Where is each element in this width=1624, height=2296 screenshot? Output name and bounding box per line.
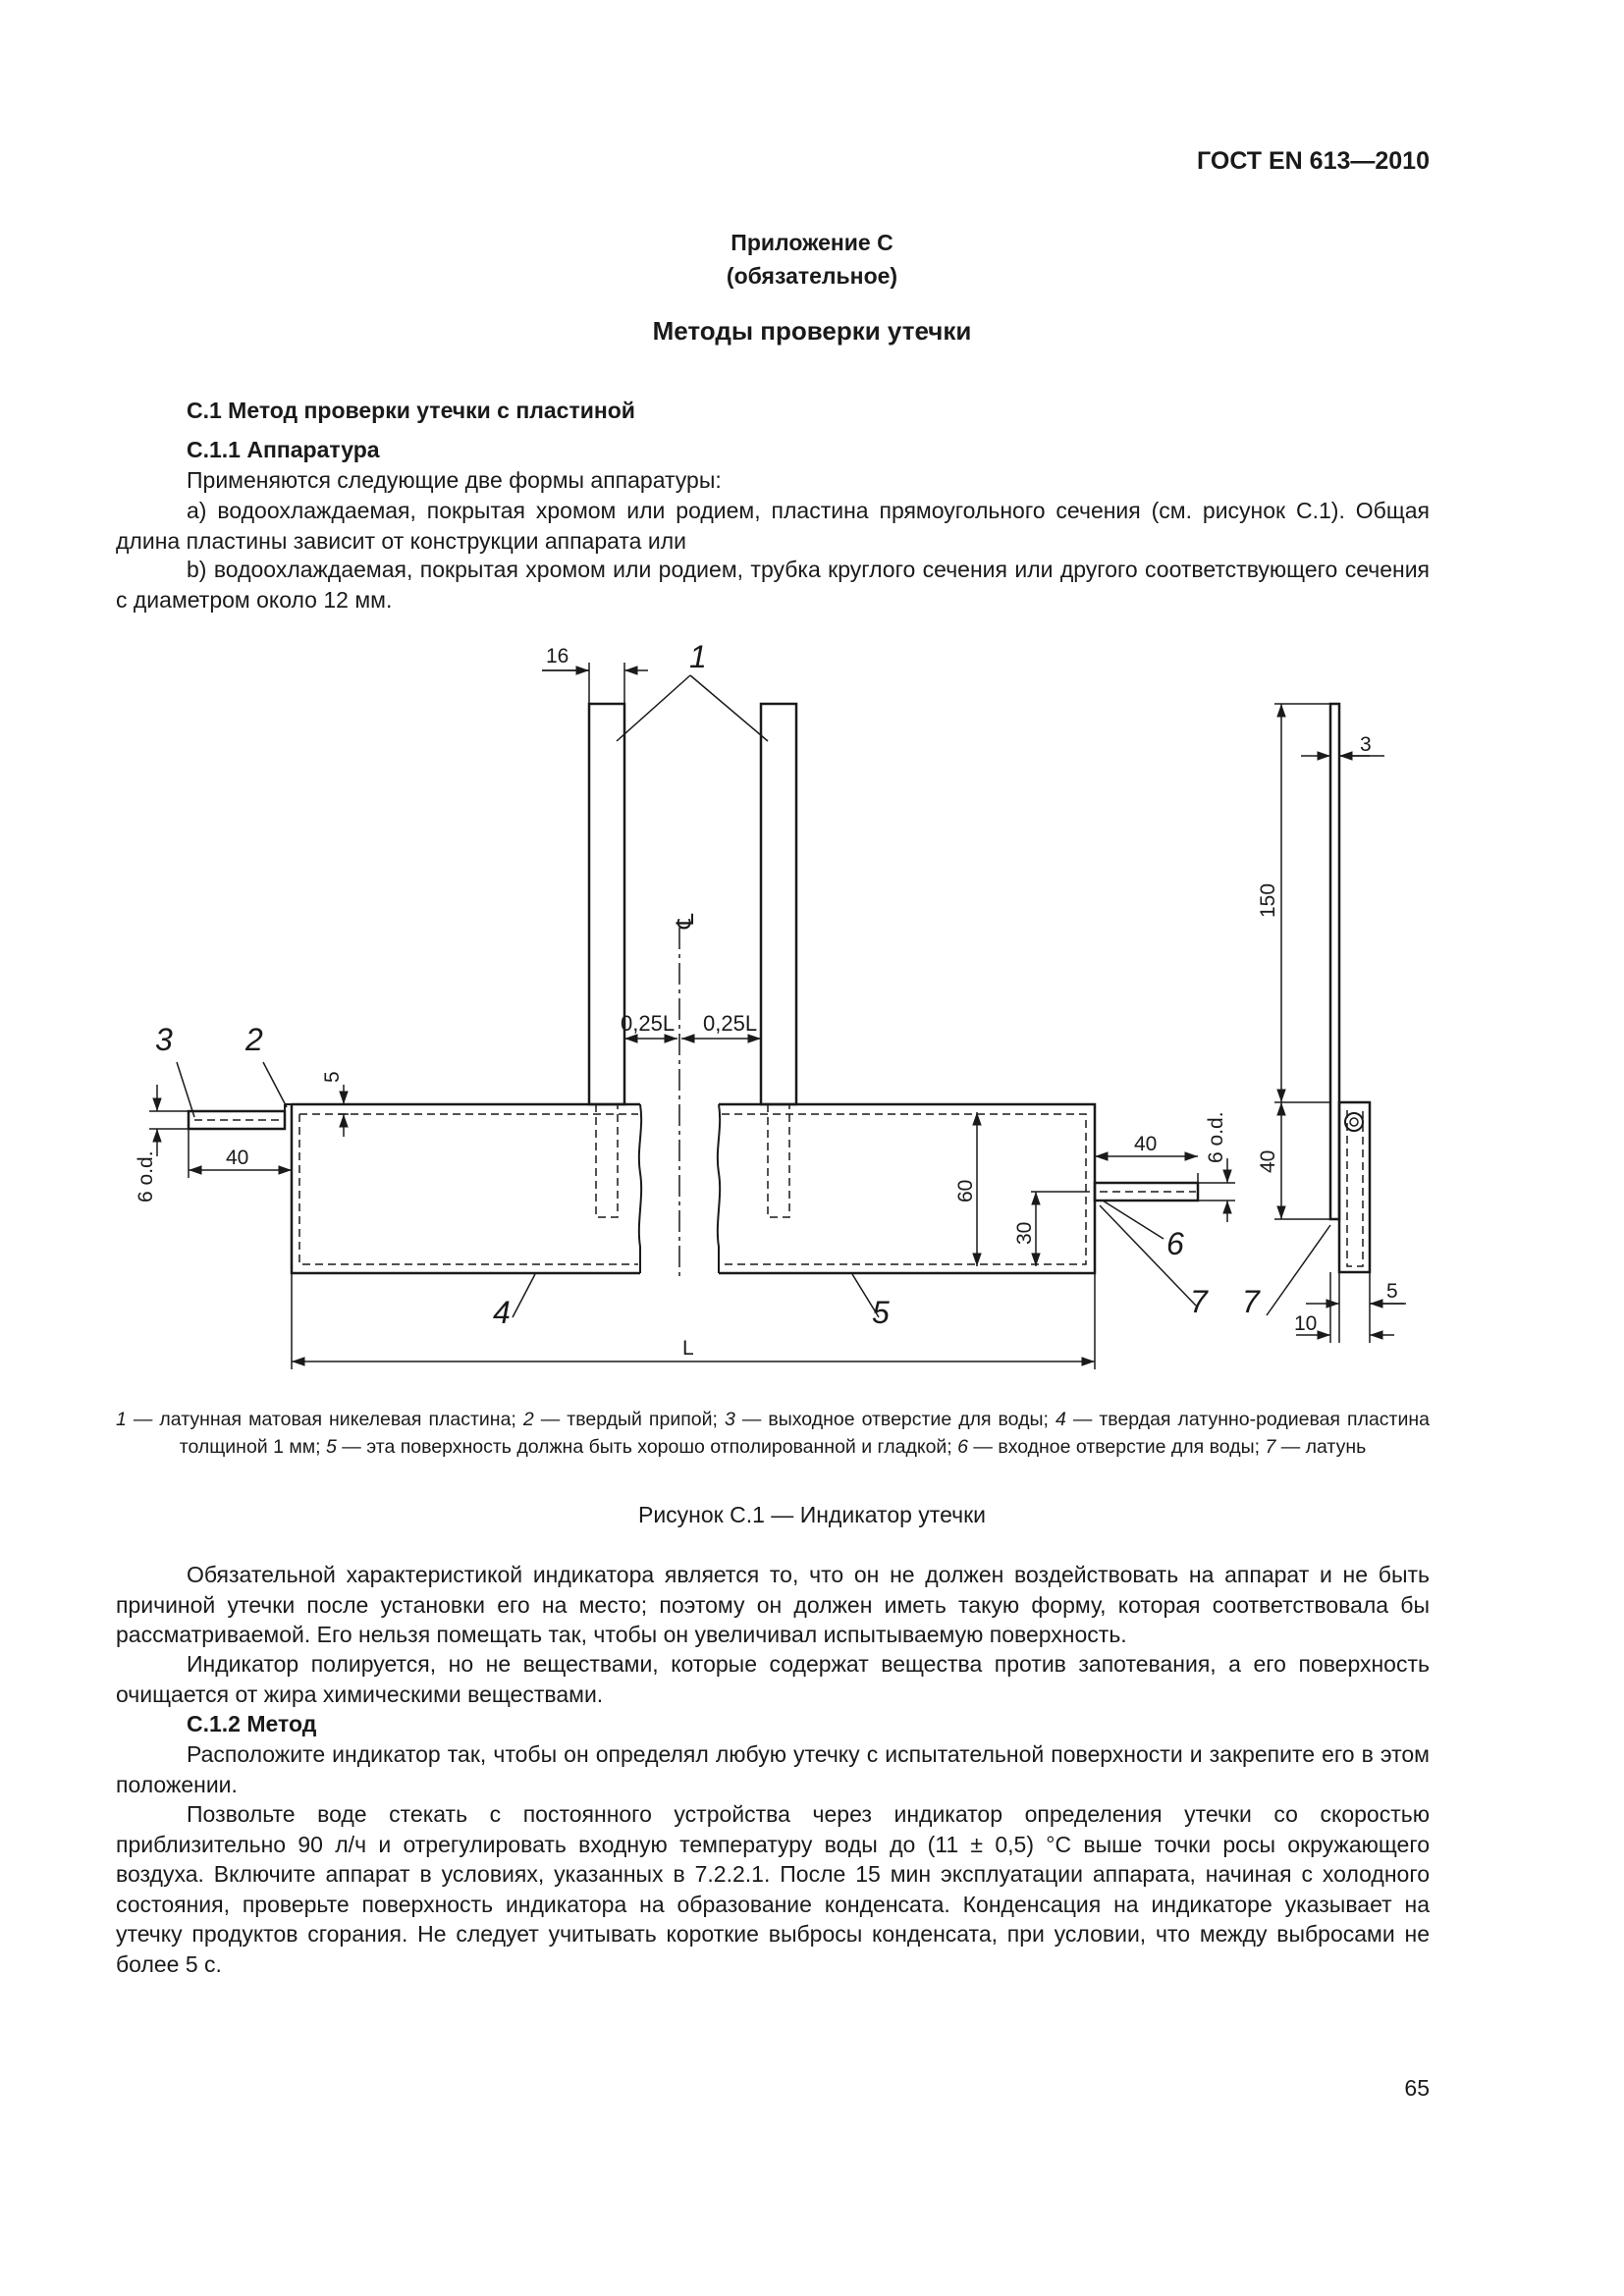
paragraph-intro: Применяются следующие две формы аппаратуры: xyxy=(187,467,722,493)
callout-7a: 7 xyxy=(1190,1284,1208,1319)
callout-1: 1 xyxy=(689,639,707,674)
section-heading-c12: С.1.2 Метод xyxy=(187,1711,317,1736)
paragraph-method: Позвольте воде стекать с постоянного устройства через индикатор определения утечки со скоростью приблизительно 90 л/ч и отрегулировать входную температуру воды до (11 ± 0,5) °С выше точки росы окружающего воздуха. Включите аппарат в условиях, указанных в 7.2.2.1. После 15 мин эксплуатации аппарата, начиная с холодного состояния, проверьте поверхность индикатора на образование конденсата. Конденсация на индикаторе указывает на утечку продуктов сгорания. Не следует учитывать короткие выбросы конденсата, при условии, что между выбросами не более 5 с. xyxy=(116,1801,1430,1977)
dim-5-left: 5 xyxy=(321,1071,344,1083)
callout-5: 5 xyxy=(872,1295,890,1330)
dim-l: L xyxy=(682,1337,694,1360)
page-title: Методы проверки утечки xyxy=(652,316,972,346)
figure-caption: Рисунок С.1 — Индикатор утечки xyxy=(637,1502,986,1527)
break-line-left xyxy=(639,1104,641,1273)
plate-right-outline xyxy=(719,1104,1095,1273)
fin-right xyxy=(761,704,796,1104)
section-heading-c1: С.1 Метод проверки утечки с пластиной xyxy=(187,398,635,423)
leak-indicator-figure xyxy=(0,628,1624,1404)
dim-6od-right: 6 o.d. xyxy=(1205,1111,1227,1163)
callout-3: 3 xyxy=(155,1022,173,1057)
appendix-label: Приложение С xyxy=(731,230,893,255)
dim-5-right: 5 xyxy=(1386,1280,1398,1303)
dim-3: 3 xyxy=(1360,733,1372,756)
side-view-block xyxy=(1339,1102,1370,1272)
paragraph-placement: Расположите индикатор так, чтобы он определял любую утечку с испытательной поверхности и закрепите его в этом положении. xyxy=(116,1741,1430,1797)
break-line-right xyxy=(718,1104,720,1273)
figure-legend: 1 — латунная матовая никелевая пластина; 2 — твердый припой; 3 — выходное отверстие для воды; 4 — твердая латунно-родиевая пластина толщиной 1 мм; 5 — эта поверхность должна быть хорошо отполированной и гладкой; 6 — входное отверстие для воды; 7 — латунь xyxy=(116,1409,1430,1458)
callout-2: 2 xyxy=(245,1022,263,1057)
page-number: 65 xyxy=(1404,2075,1430,2101)
dim-quarter-l-left: 0,25L xyxy=(621,1011,676,1036)
dim-16: 16 xyxy=(546,645,569,667)
callout-7b: 7 xyxy=(1242,1284,1260,1319)
dim-40-inlet: 40 xyxy=(1134,1133,1158,1155)
dim-150: 150 xyxy=(1257,882,1279,918)
callout-4: 4 xyxy=(493,1295,511,1330)
appendix-heading xyxy=(0,226,1624,293)
side-view-strip xyxy=(1330,704,1339,1219)
paragraph-item-b: b) водоохлаждаемая, покрытая хромом или родием, трубка круглого сечения или другого соответствующего сечения с диаметром около 12 мм. xyxy=(116,557,1430,613)
centreline-symbol: ℄ xyxy=(673,913,699,929)
dim-quarter-l-right: 0,25L xyxy=(703,1011,758,1036)
standard-designation: ГОСТ EN 613—2010 xyxy=(1197,147,1430,175)
paragraph-requirements: Обязательной характеристикой индикатора является то, что он не должен воздействовать на аппарат и не быть причиной утечки после установки его на место; поэтому он должен иметь такую форму, которая соответствовала бы рассматриваемой. Его нельзя помещать так, чтобы он увеличивал испытываемую поверхность. xyxy=(116,1562,1430,1647)
fin-left xyxy=(589,704,624,1104)
appendix-status: (обязательное) xyxy=(726,263,898,289)
paragraph-polishing: Индикатор полируется, но не веществами, которые содержат вещества против запотевания, а его поверхность очищается от жира химическими веществами. xyxy=(116,1651,1430,1707)
dim-40-left: 40 xyxy=(226,1147,249,1169)
dim-60: 60 xyxy=(954,1179,977,1202)
paragraph-item-a: а) водоохлаждаемая, покрытая хромом или родием, пластина прямоугольного сечения (см. рисунок С.1). Общая длина пластины зависит от конструкции аппарата или xyxy=(116,498,1430,554)
dim-6od-left: 6 o.d. xyxy=(135,1150,157,1202)
dim-10: 10 xyxy=(1294,1312,1318,1335)
dim-40-side: 40 xyxy=(1257,1149,1279,1173)
dim-30: 30 xyxy=(1013,1221,1036,1245)
callout-6: 6 xyxy=(1166,1226,1184,1261)
bolt-head xyxy=(1345,1113,1363,1131)
section-heading-c11: С.1.1 Аппаратура xyxy=(187,437,380,462)
